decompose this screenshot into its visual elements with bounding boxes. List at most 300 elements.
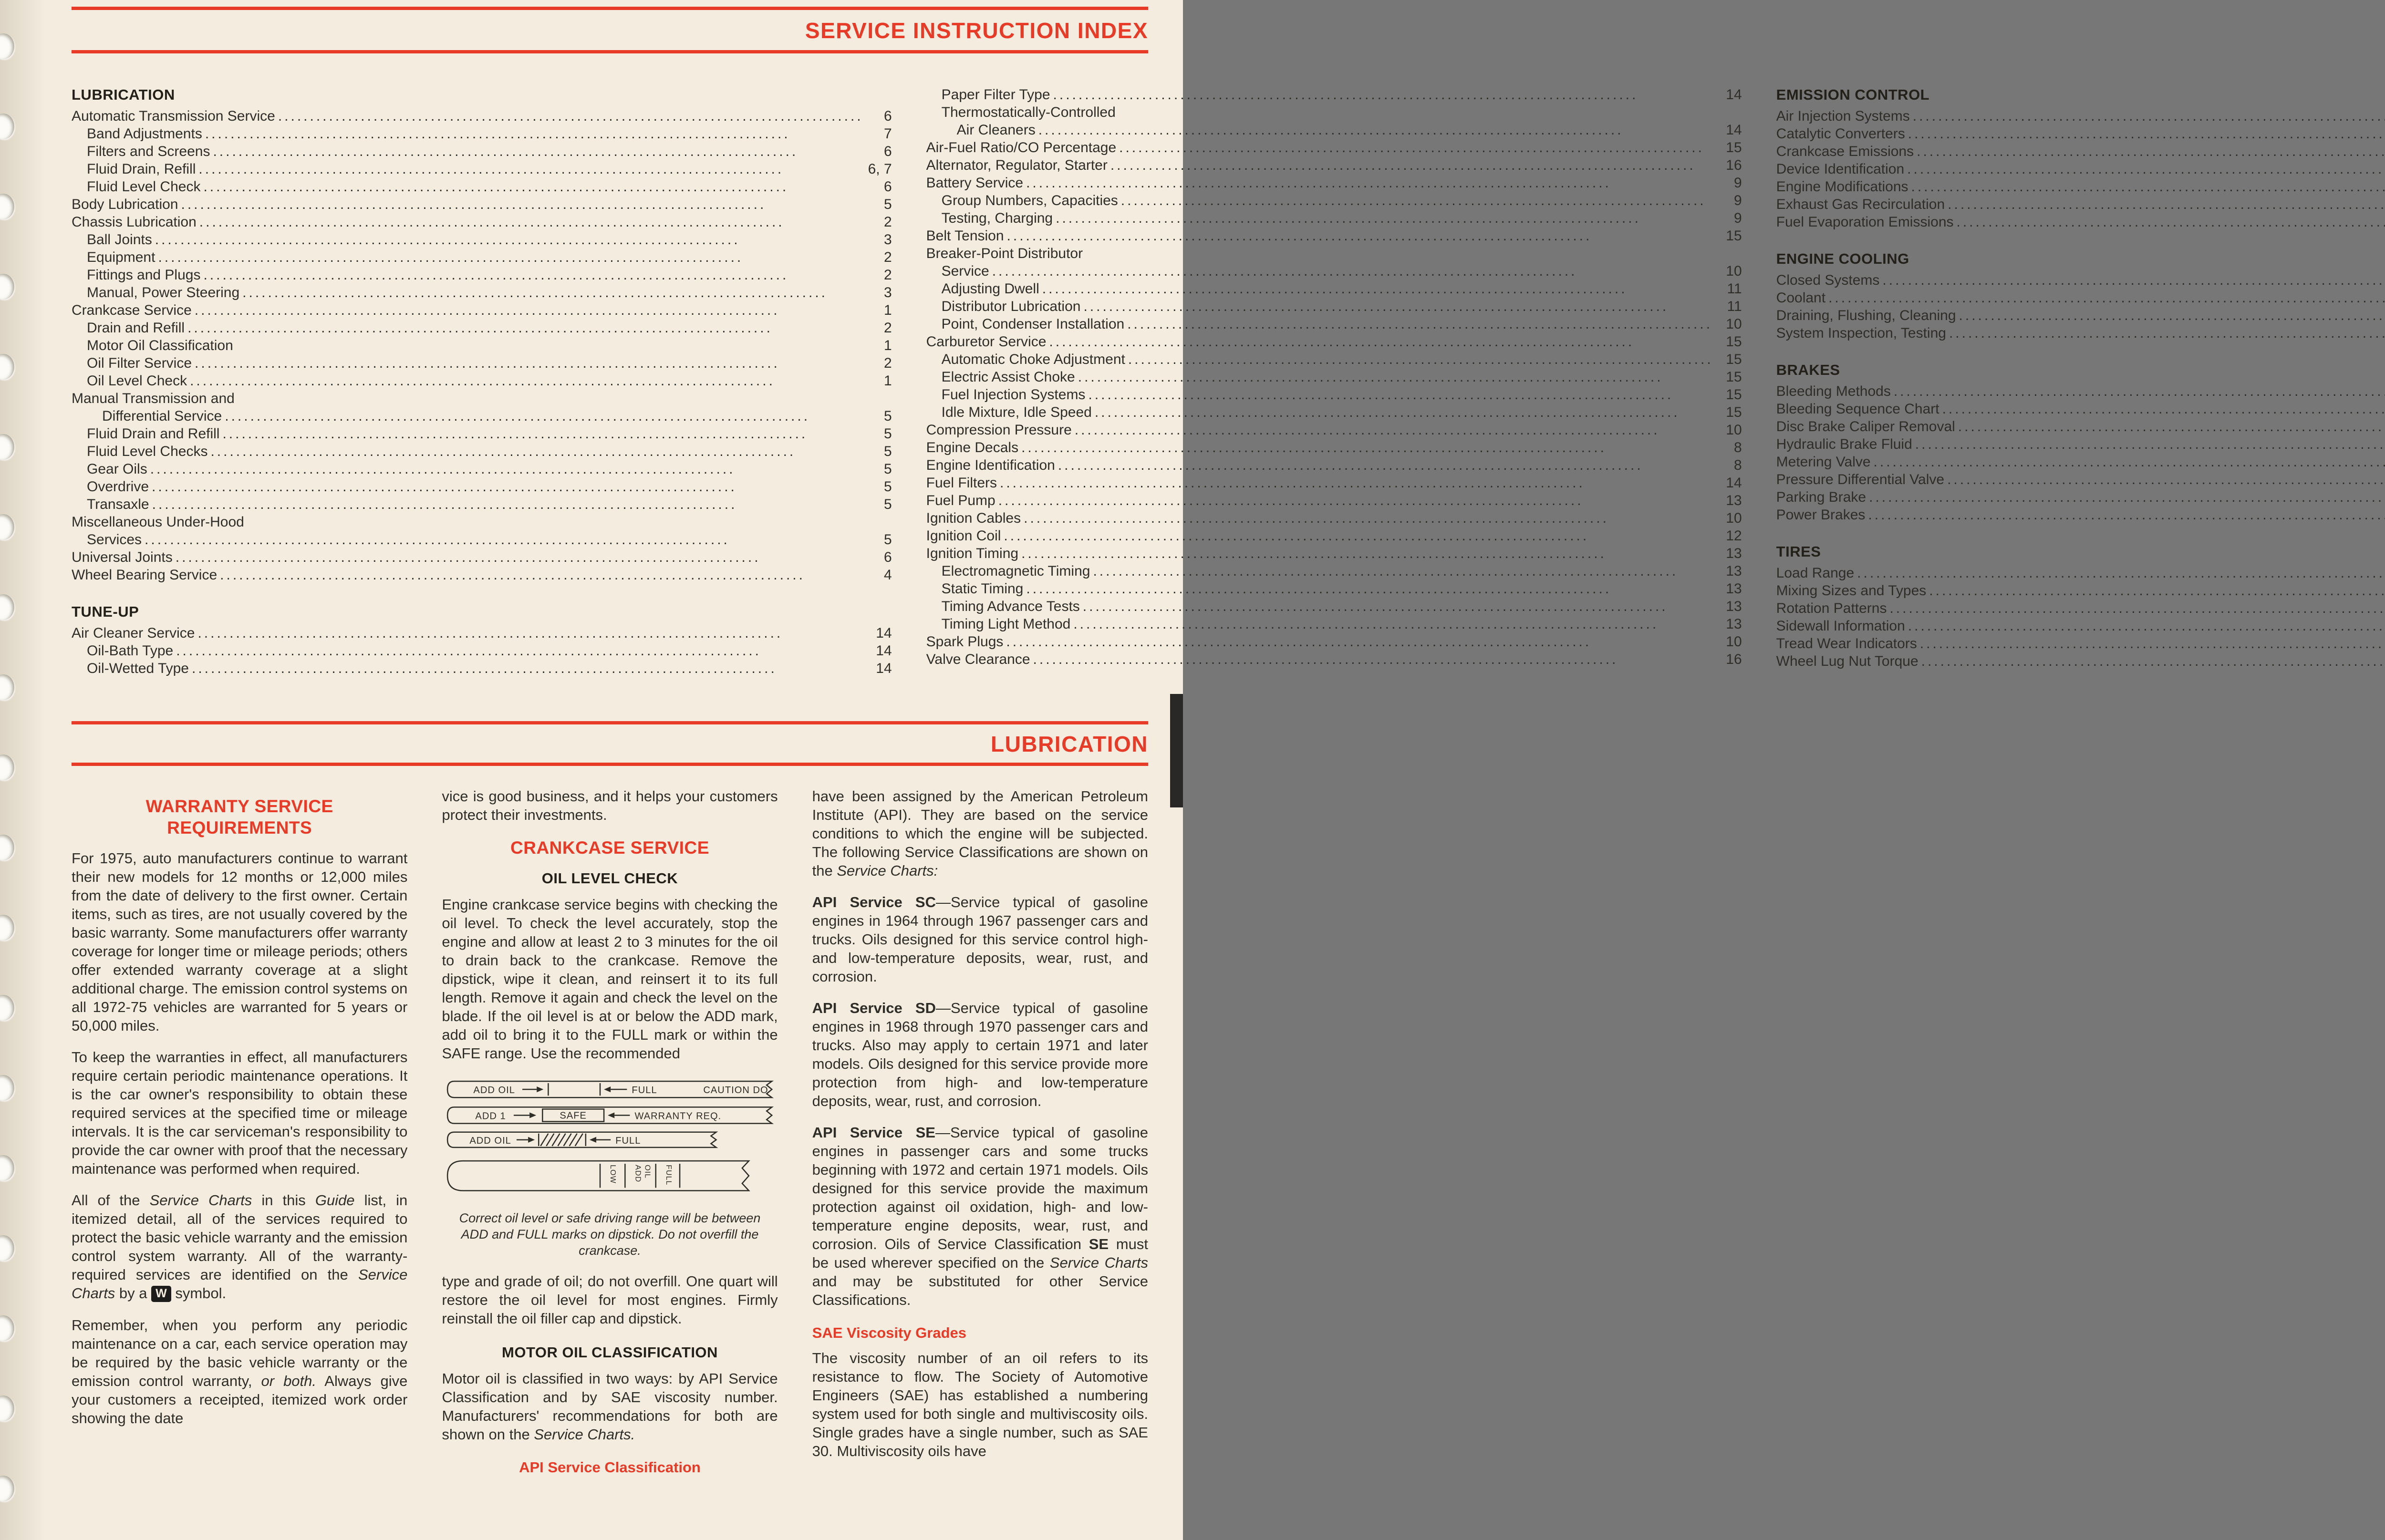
index-entry [72, 566, 892, 584]
dipstick-label-oil-vertical: OIL [643, 1165, 652, 1179]
dot-leader [1948, 196, 2385, 213]
dipstick-label-full: FULL [632, 1085, 657, 1096]
index-entry-label: Device Identification [1776, 161, 1905, 177]
index-entry [1776, 143, 2385, 160]
index-entry [72, 478, 892, 496]
index-entry-label: Thermostatically-Controlled [941, 104, 1116, 120]
index-entry-page: 12 [1726, 528, 1742, 544]
index-entry-label: Draining, Flushing, Cleaning [1776, 308, 1956, 323]
index-entry [1776, 564, 2385, 582]
dot-leader [1026, 580, 1713, 598]
index-entry-page: 14 [876, 625, 892, 641]
binder-hole [0, 434, 14, 460]
index-entry-page: 2 [883, 249, 892, 265]
index-entry-page: 9 [1733, 210, 1742, 226]
dot-leader [220, 566, 863, 584]
index-entry-page: 15 [1726, 387, 1742, 403]
index-entry-page: 2 [883, 355, 892, 371]
index-entry [926, 156, 1742, 174]
binder-hole [0, 1395, 14, 1421]
index-entry [1776, 652, 2385, 670]
dot-leader [195, 301, 863, 319]
index-entry-label: Parking Brake [1776, 489, 1867, 505]
index-entry [72, 660, 892, 677]
index-entry-page: 16 [1726, 157, 1742, 173]
index-entry-label: Spark Plugs [926, 634, 1004, 650]
index-entry [72, 125, 892, 143]
dot-leader [222, 425, 863, 443]
index-entry-page: 3 [883, 285, 892, 300]
paragraph: API Service SD—Service typical of gasoline engines in 1968 through 1970 passenger cars and trucks. Also may apply to certain 1971 and later models. Oils designed for this service provide more protection from high- and low-temperature deposits, wear, rust, and corrosion. [812, 1000, 1148, 1109]
index-entry [1776, 125, 2385, 143]
index-entry [72, 460, 892, 478]
index-entry-label: Testing, Charging [941, 210, 1053, 226]
index-entry [926, 245, 1742, 262]
dipstick-label-full-2: FULL [615, 1135, 641, 1146]
index-entry [72, 407, 892, 425]
dot-leader [155, 231, 863, 248]
index-column-2 [926, 86, 1742, 677]
index-entry [926, 598, 1742, 615]
index-entry-label: Filters and Screens [87, 144, 210, 159]
index-entry [72, 143, 892, 160]
index-entry [72, 496, 892, 513]
index-entry-page: 10 [1726, 422, 1742, 438]
dipstick-label-add: ADD 1 [475, 1111, 507, 1122]
index-entry-label: Static Timing [941, 581, 1024, 597]
index-entry [926, 527, 1742, 545]
index-entry [1776, 617, 2385, 635]
index-entry [926, 121, 1742, 139]
dot-leader [1947, 471, 2385, 488]
index-entry-page: 16 [1726, 651, 1742, 667]
paragraph: Engine crankcase service begins with checking the oil level. To check the level accurately, stop the engine and allow at least 2 to 3 minutes for the oil to drain back to the crankcase. Remove the dipstick, wipe it clean, and reinsert it to its full length. Remove it again and check the level on the blade. If the oil level is at or below the ADD mark, add oil to bring it to the FULL mark or within the SAFE range. Use the recommended [442, 896, 778, 1062]
binder-hole [0, 1155, 14, 1181]
index-section-header: LUBRICATION [72, 86, 175, 103]
index-section-header: BRAKES [1776, 362, 1840, 378]
index-entry [1776, 435, 2385, 453]
dot-leader [192, 660, 863, 677]
index-entry-page: 15 [1726, 140, 1742, 155]
index-entry [926, 421, 1742, 439]
index-entry-label: Service [941, 263, 989, 279]
index-entry-label: Pressure Differential Valve [1776, 472, 1945, 487]
index-entry-label: Timing Light Method [941, 616, 1071, 632]
index-entry [926, 386, 1742, 403]
dot-leader [1868, 506, 2385, 524]
index-entry-label: Bleeding Methods [1776, 383, 1891, 399]
index-entry-label: Services [87, 532, 142, 548]
dot-leader [1857, 564, 2385, 582]
dot-leader [1869, 488, 2385, 506]
index-entry-label: Power Brakes [1776, 507, 1866, 523]
index-entry [72, 160, 892, 178]
index-entry [72, 425, 892, 443]
index-entry-page: 3 [883, 232, 892, 248]
dot-leader [1021, 545, 1713, 562]
index-entry [926, 209, 1742, 227]
index-entry-label: Transaxle [87, 496, 149, 512]
index-entry-page: 6 [883, 179, 892, 195]
index-entry-label: Fluid Level Checks [87, 444, 208, 459]
index-entry-page: 5 [883, 426, 892, 442]
service-instruction-index [72, 86, 1956, 677]
index-entry-label: Crankcase Emissions [1776, 144, 1914, 159]
dot-leader [1038, 121, 1713, 139]
dipstick-diagram [442, 1075, 778, 1259]
dot-leader [1026, 174, 1713, 192]
dot-leader [1959, 307, 2385, 324]
index-entry-label: Bleeding Sequence Chart [1776, 401, 1939, 417]
paragraph: Motor oil is classified in two ways: by API Service Classification and by SAE viscosity number. Manufacturers' recommendations for both are shown on the Service Charts. [442, 1370, 778, 1443]
warranty-w-symbol: W [151, 1286, 171, 1302]
dot-leader [242, 284, 863, 301]
dot-leader [158, 248, 863, 266]
api-service-classification-heading: API Service Classification [519, 1458, 701, 1476]
dot-leader [190, 372, 863, 390]
dot-leader [1957, 213, 2385, 231]
dot-leader [1033, 651, 1713, 668]
binder-hole [0, 1476, 14, 1501]
oil-level-check-heading: OIL LEVEL CHECK [541, 870, 678, 887]
index-entry-page: 13 [1726, 599, 1742, 614]
index-entry-page: 5 [883, 196, 892, 212]
dot-leader [205, 125, 863, 143]
index-entry-page: 2 [883, 267, 892, 283]
index-entry-page: 15 [1726, 351, 1742, 367]
dot-leader [197, 624, 863, 642]
index-entry-label: Valve Clearance [926, 651, 1030, 667]
index-entry-label: Compression Pressure [926, 422, 1072, 438]
index-entry-label: Manual Transmission and [72, 391, 235, 406]
index-entry [1776, 324, 2385, 342]
dot-leader [203, 178, 863, 196]
index-entry-label: Disc Brake Caliper Removal [1776, 419, 1955, 434]
index-entry [1776, 599, 2385, 617]
dot-leader [1006, 633, 1713, 651]
index-entry [1776, 582, 2385, 599]
index-entry [1776, 382, 2385, 400]
index-entry-label: Universal Joints [72, 549, 173, 565]
paragraph: type and grade of oil; do not overfill. One quart will restore the oil level for most engines. Firmly reinstall the oil filler cap and dipstick. [442, 1272, 778, 1327]
index-entry [926, 262, 1742, 280]
index-entry [926, 139, 1742, 156]
dot-leader [1907, 160, 2385, 178]
index-entry [1776, 178, 2385, 196]
dot-leader [1958, 418, 2385, 435]
index-entry-label: Engine Decals [926, 440, 1019, 455]
crankcase-service-heading: CRANKCASE SERVICE [510, 838, 709, 858]
index-entry [926, 227, 1742, 245]
index-entry [926, 545, 1742, 562]
dot-leader [1929, 582, 2385, 599]
article-column-2 [442, 787, 778, 1540]
index-entry-label: Ignition Coil [926, 528, 1001, 544]
index-entry-page: 1 [883, 302, 892, 318]
index-entry-page: 13 [1726, 546, 1742, 561]
dot-leader [1021, 439, 1713, 456]
index-entry-label: Oil-Bath Type [87, 643, 174, 659]
index-entry [926, 562, 1742, 580]
index-entry [1776, 453, 2385, 471]
dot-leader [195, 354, 863, 372]
dot-leader [198, 160, 863, 178]
index-entry-label: Oil Level Check [87, 373, 187, 389]
index-entry-page: 4 [883, 567, 892, 583]
dot-leader [1075, 421, 1713, 439]
binder-hole [0, 1235, 14, 1261]
dot-leader [1110, 156, 1713, 174]
index-entry-label: Oil Filter Service [87, 355, 192, 371]
dot-leader [225, 407, 863, 425]
index-entry-page: 13 [1726, 493, 1742, 508]
paragraph: For 1975, auto manufacturers continue to warrant their new models for 12 months or 12,000 miles from the date of delivery to the first owner. Certain items, such as tires, are not usually covered by the basic warranty. Some manufacturers offer warranty coverage for longer time or mileage periods; others offer extended warranty coverage at a slight additional charge. The emission control systems on all 1972-75 vehicles are warranted for 5 years or 50,000 miles. [72, 850, 408, 1034]
index-entry-label: Wheel Bearing Service [72, 567, 218, 583]
page-title: SERVICE INSTRUCTION INDEX [805, 18, 1148, 43]
paragraph: All of the Service Charts in this Guide list, in itemized detail, all of the services required to protect the basic vehicle warranty and the emission control system warranty. All of the warranty-required services are identified on the Service Charts by a W symbol. [72, 1192, 408, 1302]
article-column-1 [72, 787, 407, 1540]
index-entry-page: 14 [1726, 475, 1742, 491]
dot-leader [1049, 333, 1713, 351]
index-entry-label: Fuel Evaporation Emissions [1776, 214, 1954, 230]
dot-leader [1053, 86, 1713, 103]
dot-leader [181, 196, 863, 213]
index-section-header: ENGINE COOLING [1776, 250, 1909, 267]
dot-leader [150, 460, 863, 478]
index-entry [926, 333, 1742, 351]
dot-leader [1042, 280, 1713, 298]
index-entry-page: 15 [1726, 404, 1742, 420]
index-entry-label: Adjusting Dwell [941, 281, 1039, 297]
index-entry-label: Fuel Injection Systems [941, 387, 1086, 403]
index-entry-page: 10 [1726, 634, 1742, 650]
dot-leader [1942, 400, 2385, 418]
dot-leader [213, 143, 863, 160]
paragraph: The viscosity number of an oil refers to its resistance to flow. The Society of Automotive Engineers (SAE) has established a numbering system used for both single and multiviscosity oils. Single grades have a single number, such as SAE 30. Multiviscosity oils have [812, 1350, 1148, 1459]
index-entry-page: 14 [1726, 87, 1742, 103]
paragraph: To keep the warranties in effect, all manufacturers require certain periodic maintenance operations. It is the car owner's responsibility to obtain these required services at the specified time or mileage intervals. It is the car serviceman's responsibility to provide the car owner with proof that the necessary maintenance was performed when required. [72, 1049, 408, 1177]
index-entry [926, 651, 1742, 668]
index-entry-page: 10 [1726, 263, 1742, 279]
dot-leader [1949, 324, 2385, 342]
index-entry [72, 196, 892, 213]
index-entry-page: 8 [1733, 457, 1742, 473]
dot-leader [1095, 403, 1713, 421]
paragraph: have been assigned by the American Petroleum Institute (API). They are based on the service conditions to which the engine will be subjected. The following Service Classifications are shown on the Service Charts: [812, 788, 1148, 879]
binder-hole [0, 274, 14, 300]
index-entry [1776, 488, 2385, 506]
dot-leader [203, 266, 863, 284]
dot-leader [1024, 509, 1713, 527]
index-entry-label: Battery Service [926, 175, 1024, 191]
index-entry-label: Air Injection Systems [1776, 108, 1910, 124]
index-entry [72, 178, 892, 196]
dot-leader [1921, 652, 2385, 670]
index-entry [1776, 418, 2385, 435]
index-entry [926, 192, 1742, 209]
index-entry [72, 548, 892, 566]
index-entry-page: 11 [1727, 281, 1742, 297]
index-entry-label: Exhaust Gas Recirculation [1776, 196, 1945, 212]
index-entry [72, 337, 892, 354]
index-entry-label: Overdrive [87, 479, 149, 495]
index-entry-page: 10 [1726, 316, 1742, 332]
index-entry [926, 280, 1742, 298]
index-entry-page: 2 [883, 320, 892, 336]
dot-leader [1073, 615, 1713, 633]
banner-top-rule [72, 721, 1148, 724]
index-entry-page: 13 [1726, 616, 1742, 632]
index-entry-page: 6 [883, 108, 892, 124]
page-edge-tab [1170, 694, 1183, 807]
index-entry-label: Miscellaneous Under-Hood [72, 514, 244, 530]
dot-leader [1093, 562, 1713, 580]
index-entry [926, 368, 1742, 386]
dot-leader [152, 496, 863, 513]
dot-leader [1078, 368, 1713, 386]
header-bottom-rule [72, 50, 1148, 53]
binder-hole [0, 1075, 14, 1101]
index-column-1 [72, 86, 892, 677]
index-entry [926, 474, 1742, 492]
index-entry [72, 513, 892, 531]
lubrication-banner [72, 721, 1148, 766]
index-entry-label: Wheel Lug Nut Torque [1776, 653, 1918, 669]
dot-leader [1119, 139, 1713, 156]
index-entry [926, 103, 1742, 121]
index-entry [926, 298, 1742, 315]
banner-bottom-rule [72, 763, 1148, 766]
dipstick-label-add-oil-2: ADD OIL [469, 1135, 512, 1146]
dot-leader [1828, 289, 2385, 307]
dipstick-label-add-vertical: ADD [633, 1165, 643, 1183]
index-entry-label: Sidewall Information [1776, 618, 1905, 634]
binder-hole [0, 995, 14, 1021]
warranty-heading: WARRANTY SERVICE REQUIREMENTS [145, 796, 333, 837]
index-entry-label: Hydraulic Brake Fluid [1776, 436, 1912, 452]
index-entry [926, 351, 1742, 368]
index-entry [72, 642, 892, 660]
index-section-header: TUNE-UP [72, 603, 139, 620]
page-header [72, 7, 1148, 53]
index-entry-page: 14 [876, 661, 892, 676]
index-entry-label: Electromagnetic Timing [941, 563, 1090, 579]
article-body [72, 787, 1148, 1540]
index-entry-label: Point, Condenser Installation [941, 316, 1125, 332]
index-entry-label: Breaker-Point Distributor [926, 246, 1083, 261]
index-entry-label: Catalytic Converters [1776, 126, 1905, 142]
index-entry-label: Electric Assist Choke [941, 369, 1075, 385]
index-entry [1776, 196, 2385, 213]
index-entry [72, 390, 892, 407]
paragraph: API Service SE—Service typical of gasoline engines in passenger cars and some trucks beginning with 1972 and certain 1971 models. Oils designed for this service provide the maximum protection against oil oxidation, high- and low-temperature engine deposits, wear, rust, and corrosion. Oils of Service Classification SE must be used wherever specified on the Service Charts and may be substituted for other Service Classifications. [812, 1124, 1148, 1308]
index-entry-label: Rotation Patterns [1776, 600, 1887, 616]
index-entry [72, 248, 892, 266]
sae-viscosity-grades-heading: SAE Viscosity Grades [812, 1324, 967, 1341]
dipstick-label-warranty-req: WARRANTY REQ. [634, 1111, 722, 1122]
index-entry-page: 6 [883, 144, 892, 159]
dot-leader [1000, 474, 1713, 492]
index-entry [1776, 635, 2385, 652]
article-column-3 [812, 787, 1148, 1540]
index-entry-label: Ignition Timing [926, 546, 1019, 561]
dot-leader [1128, 351, 1713, 368]
index-entry-page: 11 [1727, 299, 1742, 314]
index-entry-label: Equipment [87, 249, 156, 265]
index-entry-label: Belt Tension [926, 228, 1004, 244]
dot-leader [187, 319, 863, 337]
index-entry [926, 456, 1742, 474]
index-entry-label: Engine Identification [926, 457, 1055, 473]
dot-leader [1908, 617, 2385, 635]
dot-leader [1874, 453, 2385, 471]
index-entry-page: 1 [883, 373, 892, 389]
index-entry [1776, 271, 2385, 289]
binder-hole [0, 835, 14, 860]
dot-leader [1058, 456, 1713, 474]
paragraph: API Service SC—Service typical of gasoline engines in 1964 through 1967 passenger cars and trucks. Oils designed for this service control high- and low-temperature deposits, wear, rust, and corrosion. [812, 894, 1148, 985]
index-entry-page: 5 [883, 496, 892, 512]
index-entry-label: Carburetor Service [926, 334, 1047, 350]
index-entry-label: Metering Valve [1776, 454, 1871, 470]
dot-leader [1911, 178, 2385, 196]
index-entry [72, 231, 892, 248]
index-entry [72, 372, 892, 390]
section-title: LUBRICATION [991, 732, 1148, 756]
paragraph: vice is good business, and it helps your customers protect their investments. [442, 788, 778, 823]
index-entry [1776, 471, 2385, 488]
binder-hole [0, 674, 14, 700]
binder-hole [0, 354, 14, 380]
index-entry [72, 266, 892, 284]
index-entry-label: Fittings and Plugs [87, 267, 201, 283]
index-entry-page: 5 [883, 479, 892, 495]
binder-hole [0, 194, 14, 219]
index-entry-page: 9 [1733, 175, 1742, 191]
index-entry [926, 403, 1742, 421]
index-entry [72, 301, 892, 319]
index-entry-page: 5 [883, 408, 892, 424]
index-entry [1776, 160, 2385, 178]
dot-leader [1083, 598, 1713, 615]
index-entry-label: Crankcase Service [72, 302, 192, 318]
binder-hole [0, 754, 14, 780]
index-entry-label: Fuel Pump [926, 493, 995, 508]
index-entry [926, 315, 1742, 333]
diagram-caption: Correct oil level or safe driving range will be between ADD and FULL marks on dipstick. Do not overfill the crankcase. [459, 1210, 761, 1258]
index-entry-label: Fluid Level Check [87, 179, 201, 195]
index-entry-label: Air-Fuel Ratio/CO Percentage [926, 140, 1117, 155]
index-entry-label: Closed Systems [1776, 272, 1880, 288]
index-entry [72, 531, 892, 548]
index-entry [72, 443, 892, 460]
index-entry [926, 509, 1742, 527]
index-entry-page: 10 [1726, 510, 1742, 526]
index-entry [926, 492, 1742, 509]
index-entry-label: Ignition Cables [926, 510, 1021, 526]
dot-leader [176, 642, 863, 660]
dipstick-label-add-oil: ADD OIL [473, 1085, 516, 1096]
dot-leader [199, 213, 863, 231]
index-entry-label: Coolant [1776, 290, 1826, 306]
dot-leader [1917, 143, 2385, 160]
index-entry-page: 5 [883, 461, 892, 477]
dot-leader [1056, 209, 1713, 227]
dot-leader [1915, 435, 2385, 453]
dot-leader [152, 478, 863, 496]
binder-hole [0, 915, 14, 941]
index-entry [926, 615, 1742, 633]
